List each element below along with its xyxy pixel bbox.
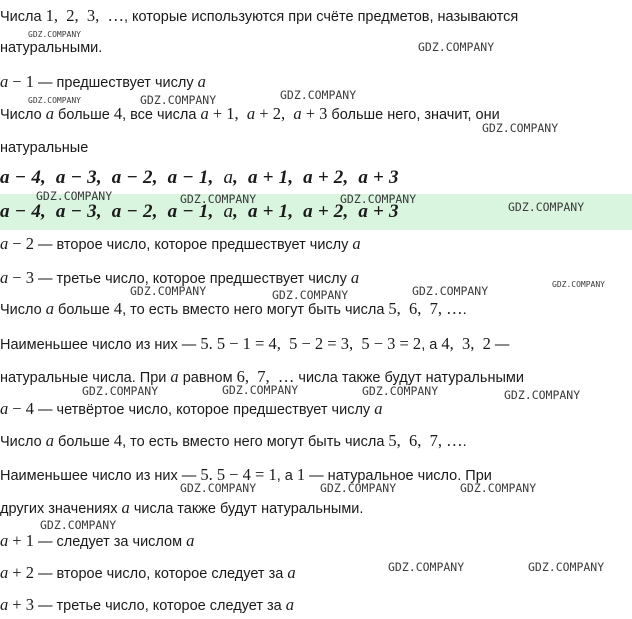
watermark: GDZ.COMPANY <box>528 560 605 574</box>
watermark: GDZ.COMPANY <box>272 288 349 302</box>
text-line-naturals <box>0 138 88 158</box>
watermark: GDZ.COMPANY <box>552 280 605 289</box>
text-line-a-plus-2: a + 2 — второе число, которое следует за a <box>0 563 296 582</box>
text-line-natural-when: натуральные числа. При a равном 6, 7, … числа также будут натуральными <box>0 367 524 386</box>
watermark: GDZ.COMPANY <box>362 384 439 398</box>
watermark: GDZ.COMPANY <box>460 481 537 495</box>
watermark: GDZ.COMPANY <box>222 383 299 397</box>
watermark: GDZ.COMPANY <box>140 93 217 107</box>
text-line-smallest-1: Наименьшее число из них — 5. 5 − 1 = 4, 5 − 2 = 3, 5 − 3 = 2, а 4, 3, 2 — <box>0 334 510 353</box>
text-line-other-values: других значениях a числа также будут натуральными. <box>0 498 364 517</box>
text-line-instead-numbers-1: Число a больше 4, то есть вместо него могут быть числа 5, 6, 7, …. <box>0 299 467 318</box>
watermark: GDZ.COMPANY <box>28 30 81 39</box>
sequence-bold: a − 4, a − 3, a − 2, a − 1, a, a + 1, a + 2, a + 3 <box>0 167 399 188</box>
text-line-natural-definition: Числа 1, 2, 3, …, которые используются при счёте предметов, называются <box>0 6 519 25</box>
watermark: GDZ.COMPANY <box>40 518 117 532</box>
watermark: GDZ.COMPANY <box>504 388 581 402</box>
watermark: GDZ.COMPANY <box>418 40 495 54</box>
sequence-bold-highlighted: a − 4, a − 3, a − 2, a − 1, a, a + 1, a + 2, a + 3 <box>0 201 399 222</box>
watermark: GDZ.COMPANY <box>130 284 207 298</box>
watermark: GDZ.COMPANY <box>482 121 559 135</box>
watermark: GDZ.COMPANY <box>388 560 465 574</box>
watermark: GDZ.COMPANY <box>180 481 257 495</box>
watermark: GDZ.COMPANY <box>508 200 585 214</box>
text-line-a-minus-3: a − 3 — третье число, которое предшествует числу a <box>0 268 360 287</box>
watermark: GDZ.COMPANY <box>340 192 417 206</box>
text-line-a-plus-3: a + 3 — третье число, которое следует за a <box>0 595 295 614</box>
text-line-natural-word <box>0 38 102 58</box>
watermark: GDZ.COMPANY <box>36 189 113 203</box>
text-line-a-minus-4: a − 4 — четвёртое число, которое предшествует числу a <box>0 399 383 418</box>
watermark: GDZ.COMPANY <box>180 192 257 206</box>
text-line-smallest-2: Наименьшее число из них — 5. 5 − 4 = 1, а 1 — натуральное число. При <box>0 465 492 484</box>
watermark: GDZ.COMPANY <box>82 384 159 398</box>
text-line-a-minus-1: a − 1 — предшествует числу a <box>0 72 206 91</box>
line-4: натуральные <box>0 140 89 156</box>
text-line-a-plus-1: a + 1 — следует за числом a <box>0 531 195 550</box>
text-line-a-minus-2: a − 2 — второе число, которое предшествует числу a <box>0 234 361 253</box>
text-line-a-greater-4: Число a больше 4, все числа a + 1, a + 2, a + 3 больше него, значит, они <box>0 104 500 123</box>
line-1: натуральными. <box>0 40 103 56</box>
watermark: GDZ.COMPANY <box>412 284 489 298</box>
text-line-instead-numbers-2: Число a больше 4, то есть вместо него могут быть числа 5, 6, 7, …. <box>0 431 467 450</box>
watermark: GDZ.COMPANY <box>280 88 357 102</box>
watermark: GDZ.COMPANY <box>320 481 397 495</box>
watermark: GDZ.COMPANY <box>28 96 81 105</box>
